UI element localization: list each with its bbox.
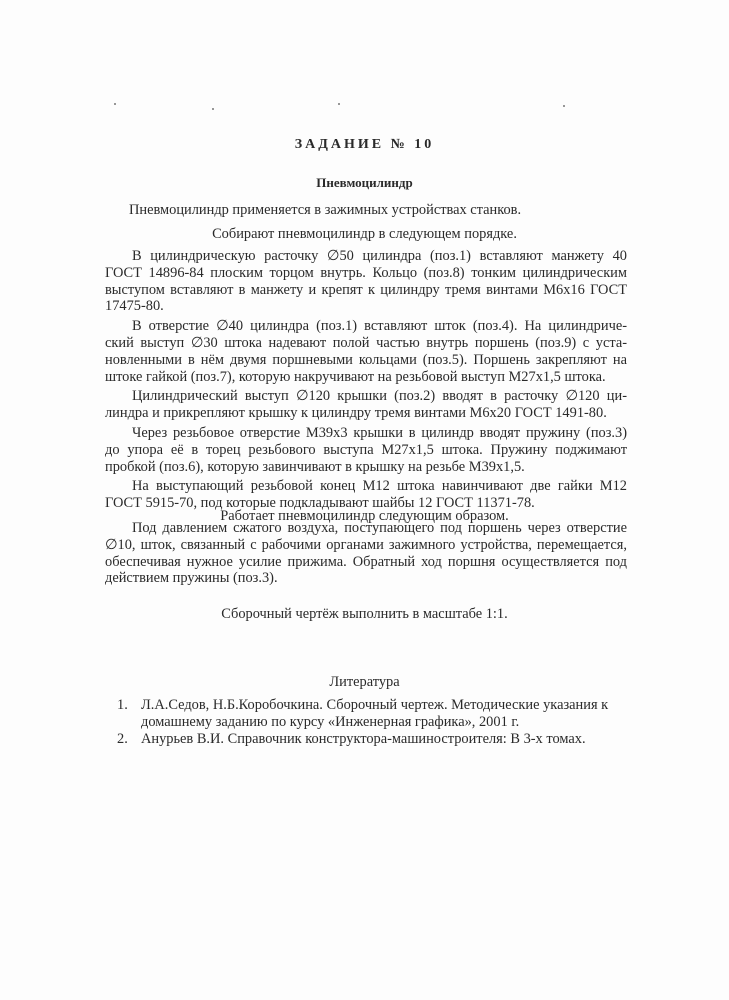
assembly-heading: Собирают пневмоцилиндр в следующем порядке.: [212, 226, 517, 242]
page-title: ЗАДАНИЕ № 10: [294, 137, 435, 152]
paragraph: [105, 425, 627, 475]
text-line: действием пружины (поз.3).: [105, 570, 278, 587]
list-number: 2.: [117, 731, 128, 747]
intro-paragraph: Пневмоцилиндр применяется в зажимных устройствах станков.: [129, 202, 522, 218]
paragraph: [105, 248, 627, 315]
text-line: Под давлением сжатого воздуха, поступающего под поршень через отверстие: [132, 520, 627, 536]
text-line: выступом вставляют в манжету и крепят к цилиндру тремя винтами М6х16 ГОСТ: [105, 281, 627, 298]
paragraph: [105, 478, 627, 512]
text-line: новленными в нём двумя поршневыми кольцами (поз.5). Поршень закрепляют на: [105, 351, 627, 368]
text-line: до упора её в торец резьбового выступа М27х1,5 штока. Пружину поджимают: [105, 441, 627, 458]
page-subtitle: Пневмоцилиндр: [316, 175, 413, 190]
literature-text: [141, 697, 627, 731]
text-line: 17475-80.: [105, 298, 164, 315]
scale-note: Сборочный чертёж выполнить в масштабе 1:1.: [221, 606, 508, 622]
text-line: Через резьбовое отверстие М39х3 крышки в цилиндр вводят пружину (поз.3): [132, 424, 627, 441]
assembly-section: [105, 248, 627, 515]
scan-speck: [563, 105, 565, 107]
scan-speck: [212, 108, 214, 110]
operation-heading: Работает пневмоцилиндр следующим образом.: [220, 508, 509, 524]
literature-heading: Литература: [329, 674, 400, 690]
text-line: штоке гайкой (поз.7), которую накручивают на резьбовой выступ М27х1,5 штока.: [105, 368, 606, 385]
literature-text: [141, 731, 627, 748]
text-line: ский выступ ∅30 штока надевают полой частью внутрь поршень (поз.9) с уста-: [105, 334, 627, 351]
text-line: ГОСТ 14896-84 плоским торцом внутрь. Кольцо (поз.8) тонким цилиндрическим: [105, 264, 627, 281]
scan-speck: [338, 103, 340, 105]
text-line: ГОСТ 5915-70, под которые подкладывают шайбы 12 ГОСТ 11371-78.: [105, 495, 535, 512]
text-line: Цилиндрический выступ ∅120 крышки (поз.2) вводят в расточку ∅120 ци-: [132, 388, 627, 405]
paragraph: [105, 318, 627, 385]
text-line: домашнему заданию по курсу «Инженерная графика», 2001 г.: [141, 714, 520, 730]
scan-speck: [114, 103, 116, 105]
text-line: В цилиндрическую расточку ∅50 цилиндра (поз.1) вставляют манжету 40: [132, 248, 627, 264]
text-line: На выступающий резьбовой конец М12 штока навинчивают две гайки М12: [132, 478, 627, 495]
text-line: Л.А.Седов, Н.Б.Коробочкина. Сборочный чертеж. Методические указания к: [141, 697, 609, 713]
text-line: ∅10, шток, связанный с рабочими органами зажимного устройства, перемещается,: [105, 536, 627, 553]
literature-item: [117, 731, 627, 748]
text-line: Анурьев В.И. Справочник конструктора-машиностроителя: В 3-х томах.: [141, 731, 586, 747]
text-line: пробкой (поз.6), которую завинчивают в крышку на резьбе М39х1,5.: [105, 458, 525, 475]
text-line: обеспечивая нужное усилие прижима. Обратный ход поршня осуществляется под: [105, 553, 627, 570]
paragraph: [105, 520, 627, 587]
literature-list: [117, 697, 627, 748]
paragraph: [105, 388, 627, 422]
operation-section: [105, 520, 627, 590]
text-line: В отверстие ∅40 цилиндра (поз.1) вставляют шток (поз.4). На цилиндриче-: [132, 318, 627, 335]
literature-item: [117, 697, 627, 731]
list-number: 1.: [117, 697, 128, 713]
text-line: линдра и прикрепляют крышку к цилиндру тремя винтами М6х20 ГОСТ 1491-80.: [105, 405, 607, 422]
